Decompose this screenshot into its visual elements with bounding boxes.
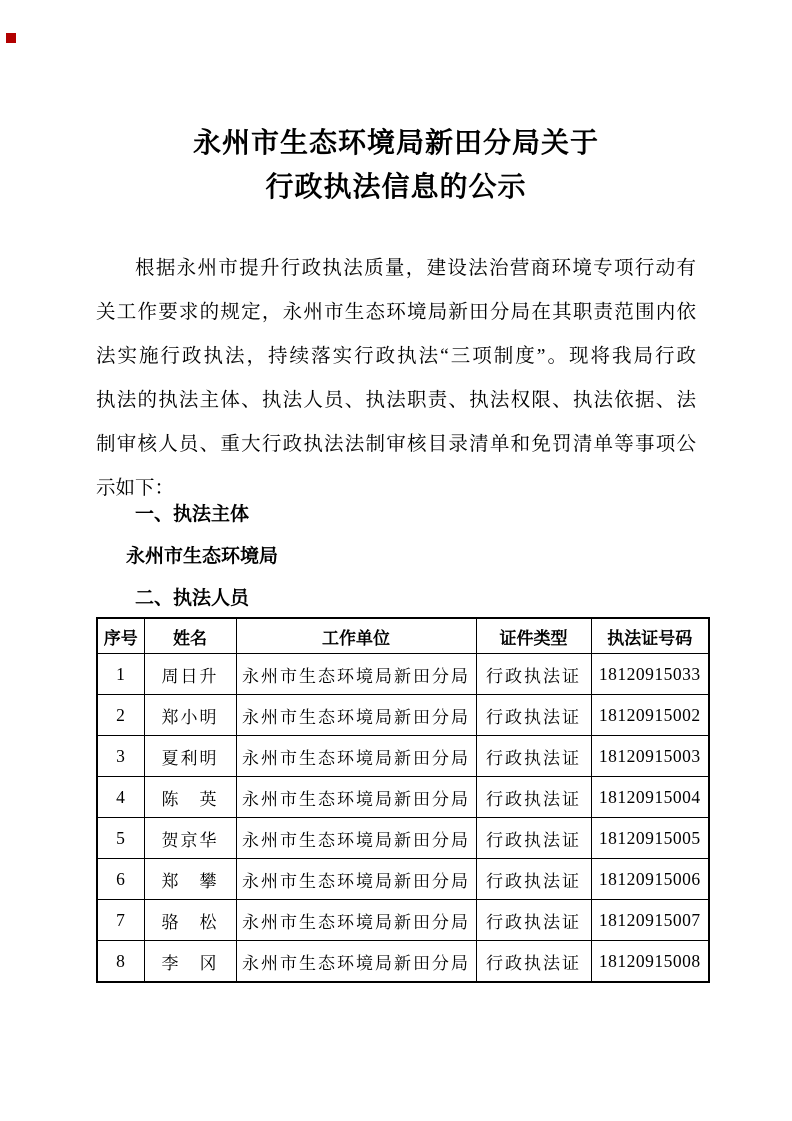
paragraph-line: 执法的执法主体、执法人员、执法职责、执法权限、执法依据、法 [96, 390, 696, 411]
document-title-line2: 行政执法信息的公示 [265, 172, 527, 203]
document-title-line1: 永州市生态环境局新田分局关于 [192, 128, 599, 159]
table-row [97, 859, 709, 900]
personnel-table [96, 617, 710, 983]
cell-name: 骆 松 [144, 900, 236, 941]
cell-certtype: 行政执法证 [476, 654, 591, 695]
cell-certtype: 行政执法证 [476, 736, 591, 777]
cell-certno: 18120915003 [591, 736, 709, 777]
cell-certno: 18120915006 [591, 859, 709, 900]
header-name: 姓名 [144, 618, 236, 654]
table-row [97, 941, 709, 983]
paragraph-line: 根据永州市提升行政执法质量，建设法治营商环境专项行动有 [135, 258, 696, 279]
cell-index: 6 [97, 859, 144, 900]
cell-workunit: 永州市生态环境局新田分局 [236, 941, 476, 983]
cell-index: 7 [97, 900, 144, 941]
cell-workunit: 永州市生态环境局新田分局 [236, 859, 476, 900]
table-row [97, 777, 709, 818]
table-row [97, 818, 709, 859]
table-row [97, 900, 709, 941]
header-index: 序号 [97, 618, 144, 654]
cell-certno: 18120915004 [591, 777, 709, 818]
cell-certtype: 行政执法证 [476, 941, 591, 983]
header-workunit: 工作单位 [236, 618, 476, 654]
table-row [97, 695, 709, 736]
section1-body: 永州市生态环境局 [126, 546, 279, 567]
header-certtype: 证件类型 [476, 618, 591, 654]
cell-name: 郑 攀 [144, 859, 236, 900]
cell-name: 夏利明 [144, 736, 236, 777]
cell-index: 5 [97, 818, 144, 859]
cell-certtype: 行政执法证 [476, 777, 591, 818]
cell-certtype: 行政执法证 [476, 900, 591, 941]
paragraph-line: 法实施行政执法，持续落实行政执法“三项制度”。现将我局行政 [96, 346, 696, 367]
cell-certno: 18120915002 [591, 695, 709, 736]
cell-index: 4 [97, 777, 144, 818]
cell-name: 贺京华 [144, 818, 236, 859]
cell-certtype: 行政执法证 [476, 818, 591, 859]
cell-workunit: 永州市生态环境局新田分局 [236, 654, 476, 695]
header-certno: 执法证号码 [591, 618, 709, 654]
cell-name: 郑小明 [144, 695, 236, 736]
cell-certno: 18120915005 [591, 818, 709, 859]
cell-index: 3 [97, 736, 144, 777]
paragraph-line: 示如下： [96, 478, 175, 499]
cell-certtype: 行政执法证 [476, 695, 591, 736]
intro-paragraph [96, 247, 696, 511]
table-header-row [97, 618, 709, 654]
table-row [97, 736, 709, 777]
cell-index: 8 [97, 941, 144, 983]
cell-workunit: 永州市生态环境局新田分局 [236, 777, 476, 818]
table-row [97, 654, 709, 695]
cell-name: 李 冈 [144, 941, 236, 983]
cell-certtype: 行政执法证 [476, 859, 591, 900]
red-marker [6, 33, 16, 43]
cell-certno: 18120915007 [591, 900, 709, 941]
cell-index: 2 [97, 695, 144, 736]
document-title [0, 122, 792, 210]
cell-name: 陈 英 [144, 777, 236, 818]
cell-certno: 18120915033 [591, 654, 709, 695]
cell-workunit: 永州市生态环境局新田分局 [236, 900, 476, 941]
cell-name: 周日升 [144, 654, 236, 695]
cell-certno: 18120915008 [591, 941, 709, 983]
section2-heading: 二、执法人员 [135, 588, 250, 609]
paragraph-line: 制审核人员、重大行政执法法制审核目录清单和免罚清单等事项公 [96, 434, 696, 455]
cell-workunit: 永州市生态环境局新田分局 [236, 736, 476, 777]
cell-workunit: 永州市生态环境局新田分局 [236, 695, 476, 736]
cell-index: 1 [97, 654, 144, 695]
cell-workunit: 永州市生态环境局新田分局 [236, 818, 476, 859]
section1-heading: 一、执法主体 [135, 504, 250, 525]
paragraph-line: 关工作要求的规定，永州市生态环境局新田分局在其职责范围内依 [96, 302, 696, 323]
